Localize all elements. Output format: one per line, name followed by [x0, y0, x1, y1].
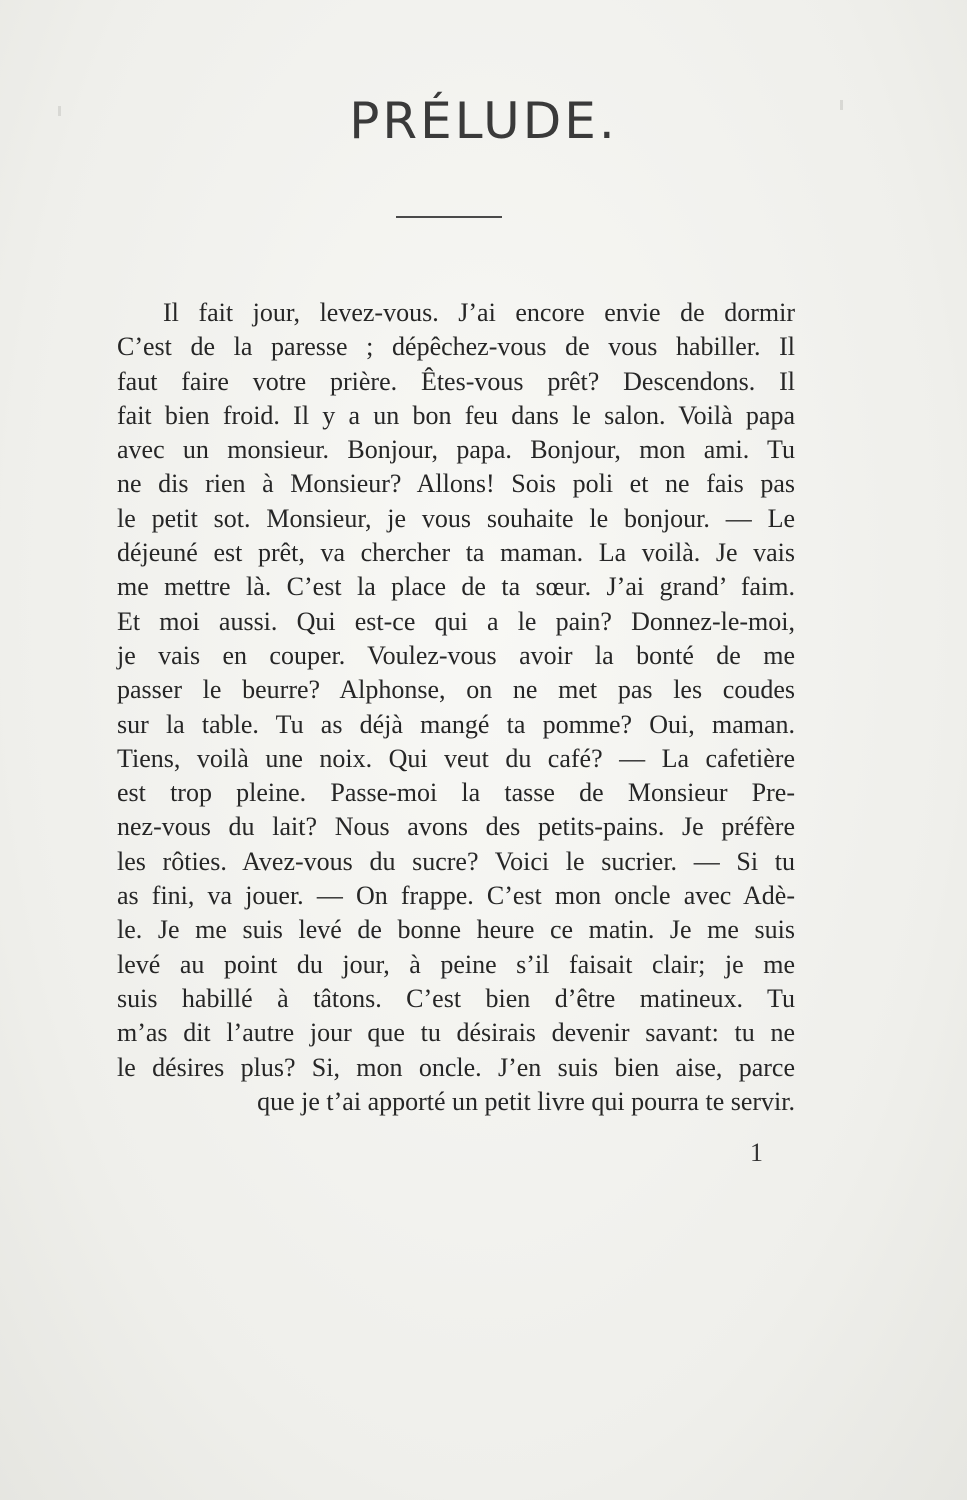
- text-line: passer le beurre? Alphonse, on ne met pas les coudes: [117, 675, 795, 705]
- print-speck: [840, 100, 843, 110]
- page-title: PRÉLUDE.: [349, 92, 618, 150]
- text-line: le. Je me suis levé de bonne heure ce matin. Je me suis: [117, 915, 795, 945]
- text-line: nez-vous du lait? Nous avons des petits-pains. Je préfère: [117, 812, 795, 842]
- body-text: [117, 296, 795, 1119]
- text-line: le petit sot. Monsieur, je vous souhaite le bonjour. — Le: [117, 503, 795, 533]
- text-line: ne dis rien à Monsieur? Allons! Sois poli et ne fais pas: [117, 469, 795, 499]
- text-line: me mettre là. C’est la place de ta sœur. J’ai grand’ faim.: [117, 572, 795, 602]
- text-line: est trop pleine. Passe-moi la tasse de Monsieur Pre-: [117, 778, 795, 808]
- text-line: fait bien froid. Il y a un bon feu dans le salon. Voilà papa: [117, 400, 795, 430]
- text-line: m’as dit l’autre jour que tu désirais devenir savant: tu ne: [117, 1018, 795, 1048]
- text-line: que je t’ai apporté un petit livre qui pourra te servir.: [257, 1086, 795, 1116]
- text-line: as fini, va jouer. — On frappe. C’est mon oncle avec Adè-: [117, 881, 795, 911]
- title-rule: [396, 216, 502, 218]
- text-line: je vais en couper. Voulez-vous avoir la bonté de me: [117, 640, 795, 670]
- text-line: Tiens, voilà une noix. Qui veut du café? — La cafetière: [117, 743, 795, 773]
- text-line: les rôties. Avez-vous du sucre? Voici le sucrier. — Si tu: [117, 846, 795, 876]
- text-line: levé au point du jour, à peine s’il faisait clair; je me: [117, 949, 795, 979]
- text-line: Et moi aussi. Qui est-ce qui a le pain? Donnez-le-moi,: [117, 606, 795, 636]
- page-number: 1: [750, 1138, 763, 1167]
- text-line: déjeuné est prêt, va chercher ta maman. La voilà. Je vais: [117, 538, 795, 568]
- text-line: sur la table. Tu as déjà mangé ta pomme? Oui, maman.: [117, 709, 795, 739]
- text-line: faut faire votre prière. Êtes-vous prêt? Descendons. Il: [117, 366, 795, 396]
- text-line: Il fait jour, levez-vous. J’ai encore envie de dormir: [163, 298, 795, 327]
- text-line: avec un monsieur. Bonjour, papa. Bonjour, mon ami. Tu: [117, 435, 795, 465]
- print-speck: [58, 106, 61, 116]
- text-line: suis habillé à tâtons. C’est bien d’être matineux. Tu: [117, 983, 795, 1013]
- text-line: C’est de la paresse ; dépêchez-vous de vous habiller. Il: [117, 332, 795, 362]
- text-line: le désires plus? Si, mon oncle. J’en suis bien aise, parce: [117, 1052, 795, 1082]
